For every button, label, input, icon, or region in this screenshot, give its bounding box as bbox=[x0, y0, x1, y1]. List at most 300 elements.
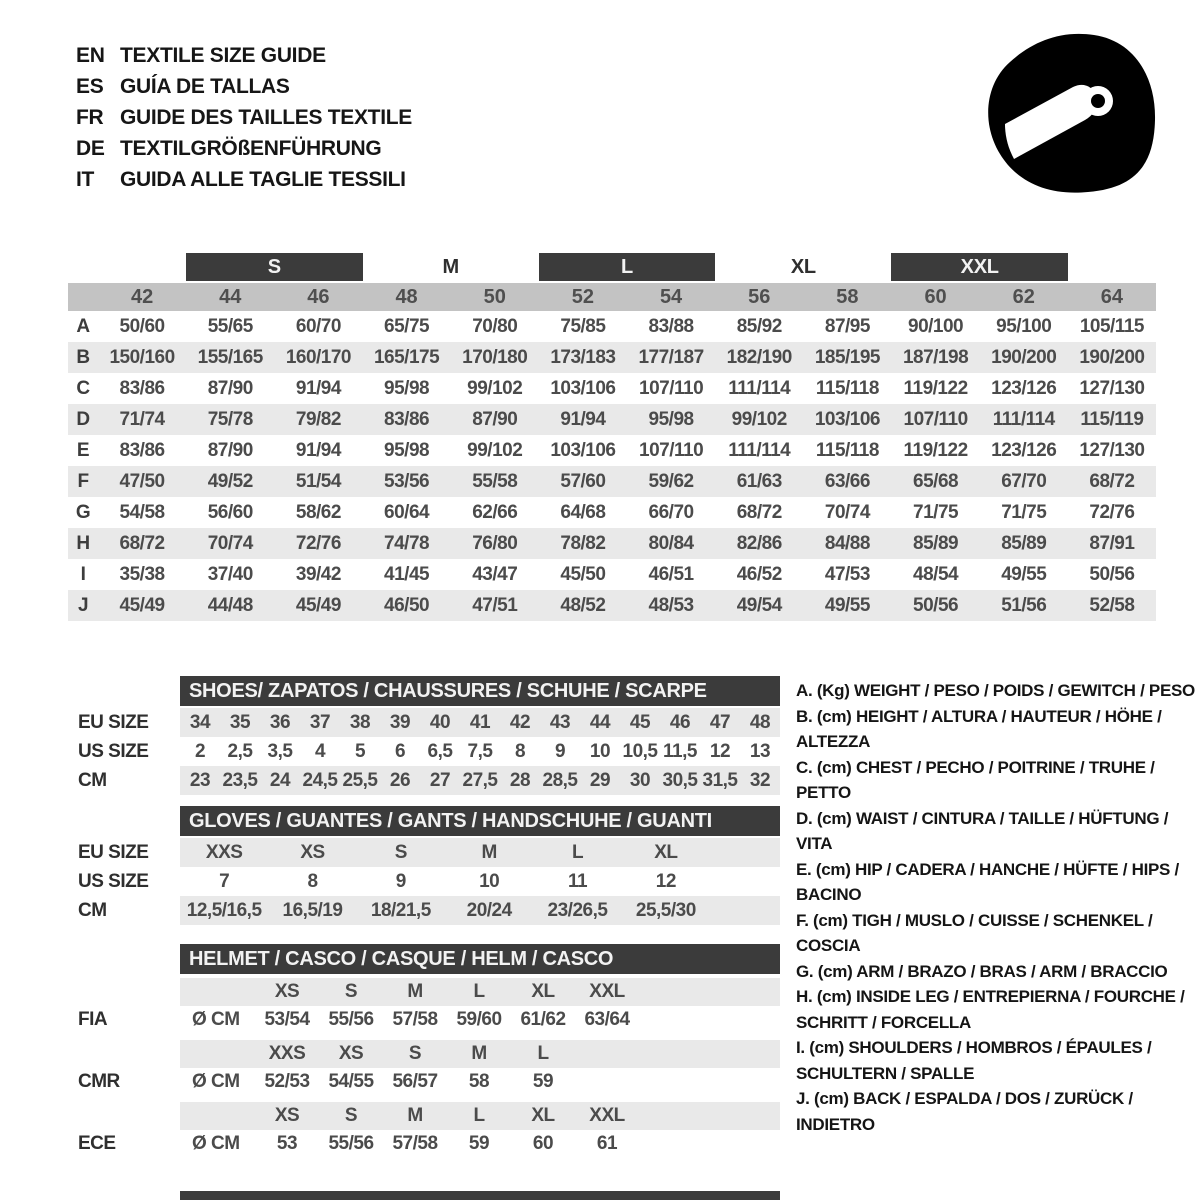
shoe-eu-size: 44 bbox=[589, 711, 611, 733]
shoe-us-size: 9 bbox=[554, 740, 566, 762]
language-title-block bbox=[76, 40, 412, 195]
measurement-value: 51/56 bbox=[1001, 594, 1047, 616]
language-code: ES bbox=[76, 75, 104, 98]
shoes-cm-values bbox=[180, 766, 780, 795]
shoe-us-size: 11,5 bbox=[663, 740, 697, 762]
glove-cm-size: 12,5/16,5 bbox=[186, 899, 262, 921]
shoes-eu-values bbox=[180, 708, 780, 737]
racing-helmet-icon bbox=[972, 30, 1172, 200]
measurement-value: 55/65 bbox=[207, 315, 253, 337]
measurement-value: 103/106 bbox=[550, 439, 616, 461]
measurement-value: 90/100 bbox=[908, 315, 964, 337]
glove-cm-size: 16,5/19 bbox=[282, 899, 343, 921]
measurement-value: 127/130 bbox=[1079, 377, 1145, 399]
numeric-size-header: 50 bbox=[483, 285, 506, 308]
measurement-value: 87/91 bbox=[1089, 532, 1135, 554]
legend-line: H. (cm) INSIDE LEG / ENTREPIERNA / FOURCHE / SCHRITT / FORCELLA bbox=[796, 987, 1185, 1032]
shoe-eu-size: 40 bbox=[429, 711, 451, 733]
measurement-value: 47/50 bbox=[119, 470, 165, 492]
measurement-value: 60/64 bbox=[384, 501, 430, 523]
measurement-value: 55/58 bbox=[472, 470, 518, 492]
helmet-standard-spacer bbox=[68, 1040, 180, 1068]
helmet-size-value: 57/58 bbox=[392, 1009, 438, 1030]
measurement-value: 54/58 bbox=[119, 501, 165, 523]
measurement-value: 190/200 bbox=[1079, 346, 1145, 368]
shoe-eu-size: 42 bbox=[509, 711, 531, 733]
helmet-size-label: L bbox=[473, 1105, 485, 1126]
helmet-size-labels bbox=[180, 1102, 780, 1130]
measurement-value: 173/183 bbox=[550, 346, 616, 368]
measurement-value: 62/66 bbox=[472, 501, 518, 523]
size-group-spacer bbox=[68, 253, 186, 281]
glove-us-size: 12 bbox=[655, 870, 676, 892]
glove-cm-size: 23/26,5 bbox=[547, 899, 608, 921]
measurement-row-letter: F bbox=[77, 470, 89, 492]
numeric-size-header: 56 bbox=[748, 285, 771, 308]
shoe-eu-size: 47 bbox=[709, 711, 731, 733]
measurement-value: 85/89 bbox=[1001, 532, 1047, 554]
helmet-size-value: 58 bbox=[468, 1071, 490, 1092]
measurement-row bbox=[68, 311, 1156, 342]
shoe-cm-size: 31,5 bbox=[702, 769, 738, 791]
numeric-size-header: 52 bbox=[571, 285, 595, 308]
shoe-us-size: 6 bbox=[394, 740, 406, 762]
helmet-standard-label: FIA bbox=[78, 1009, 108, 1030]
measurement-value: 58/62 bbox=[295, 501, 341, 523]
helmet-size-label: XXS bbox=[268, 1043, 306, 1064]
measurement-row bbox=[68, 342, 1156, 373]
helmet-table-title: HELMET / CASCO / CASQUE / HELM / CASCO bbox=[180, 944, 780, 974]
language-row bbox=[76, 40, 412, 71]
shoe-us-size: 12 bbox=[709, 740, 731, 762]
measurement-value: 57/60 bbox=[560, 470, 606, 492]
measurement-value: 61/63 bbox=[736, 470, 782, 492]
gloves-cm-label: CM bbox=[78, 899, 107, 921]
measurement-value: 56/60 bbox=[207, 501, 253, 523]
measurement-value: 71/75 bbox=[913, 501, 959, 523]
helmet-standard-label: CMR bbox=[78, 1071, 120, 1092]
measurement-value: 71/75 bbox=[1001, 501, 1047, 523]
measurement-value: 123/126 bbox=[991, 377, 1057, 399]
shoe-cm-size: 25,5 bbox=[342, 769, 378, 791]
measurement-value: 43/47 bbox=[472, 563, 518, 585]
measurement-value: 107/110 bbox=[639, 439, 704, 461]
shoe-cm-size: 28 bbox=[509, 769, 531, 791]
size-group-label: XL bbox=[790, 255, 816, 278]
measurement-value: 119/122 bbox=[903, 377, 968, 399]
measurement-value: 91/94 bbox=[295, 377, 341, 399]
helmet-size-value: 53 bbox=[276, 1133, 298, 1154]
measurement-value: 155/165 bbox=[197, 346, 263, 368]
helmet-size-values bbox=[180, 1068, 780, 1096]
measurement-row-letter: D bbox=[76, 408, 90, 430]
measurement-value: 67/70 bbox=[1001, 470, 1047, 492]
measurement-value: 71/74 bbox=[119, 408, 165, 430]
language-row bbox=[76, 102, 412, 133]
language-row bbox=[76, 164, 412, 195]
measurement-value: 46/50 bbox=[384, 594, 430, 616]
measurement-value: 185/195 bbox=[814, 346, 880, 368]
helmet-standard-spacer bbox=[68, 1102, 180, 1130]
shoe-cm-size: 26 bbox=[389, 769, 411, 791]
shoe-us-size: 2,5 bbox=[227, 740, 253, 762]
shoe-us-size: 10 bbox=[589, 740, 611, 762]
measurement-value: 150/160 bbox=[109, 346, 175, 368]
gloves-us-label: US SIZE bbox=[78, 870, 149, 892]
measurement-value: 111/114 bbox=[728, 439, 791, 461]
measurement-value: 115/118 bbox=[815, 439, 879, 461]
measurement-value: 68/72 bbox=[736, 501, 782, 523]
language-code: IT bbox=[76, 168, 95, 191]
measurement-value: 72/76 bbox=[1089, 501, 1135, 523]
legend-line: B. (cm) HEIGHT / ALTURA / HAUTEUR / HÖHE / ALTEZZA bbox=[796, 706, 1162, 751]
helmet-size-label: M bbox=[407, 981, 423, 1002]
shoes-eu-label: EU SIZE bbox=[78, 711, 149, 733]
measurement-row-letter: A bbox=[76, 315, 90, 337]
shoe-us-size: 8 bbox=[514, 740, 526, 762]
measurement-row-letter: I bbox=[80, 563, 86, 585]
helmet-size-label: XXL bbox=[589, 981, 625, 1002]
language-title: TEXTILE SIZE GUIDE bbox=[120, 44, 326, 67]
shoes-cm-label: CM bbox=[78, 769, 107, 791]
measurement-value: 83/88 bbox=[648, 315, 694, 337]
measurement-value: 127/130 bbox=[1079, 439, 1145, 461]
helmet-size-label: S bbox=[344, 1105, 358, 1126]
glove-cm-size: 18/21,5 bbox=[370, 899, 431, 921]
helmet-size-value: 56/57 bbox=[392, 1071, 438, 1092]
measurement-value: 66/70 bbox=[648, 501, 694, 523]
measurement-value: 70/74 bbox=[207, 532, 253, 554]
helmet-size-value: 55/56 bbox=[328, 1133, 374, 1154]
gloves-table-title: GLOVES / GUANTES / GANTS / HANDSCHUHE / GUANTI bbox=[180, 806, 780, 836]
measurement-value: 99/102 bbox=[467, 377, 523, 399]
measurement-row bbox=[68, 404, 1156, 435]
measurement-value: 107/110 bbox=[639, 377, 704, 399]
measurement-value: 111/114 bbox=[992, 408, 1055, 430]
language-row bbox=[76, 133, 412, 164]
measurement-value: 105/115 bbox=[1079, 315, 1144, 337]
measurement-value: 52/58 bbox=[1089, 594, 1135, 616]
shoe-cm-size: 24,5 bbox=[302, 769, 338, 791]
measurement-value: 75/78 bbox=[207, 408, 253, 430]
numeric-size-header: 54 bbox=[659, 285, 683, 308]
measurement-value: 91/94 bbox=[295, 439, 341, 461]
measurement-value: 99/102 bbox=[467, 439, 523, 461]
measurement-value: 46/51 bbox=[648, 563, 694, 585]
measurement-value: 49/54 bbox=[736, 594, 782, 616]
measurement-value: 87/90 bbox=[207, 439, 253, 461]
shoe-eu-size: 43 bbox=[549, 711, 571, 733]
helmet-size-value: 59 bbox=[532, 1071, 554, 1092]
glove-eu-size: M bbox=[481, 841, 497, 863]
measurement-value: 65/68 bbox=[913, 470, 959, 492]
language-title: GUIDA ALLE TAGLIE TESSILI bbox=[120, 168, 406, 191]
helmet-size-value: 57/58 bbox=[392, 1133, 438, 1154]
measurement-value: 79/82 bbox=[295, 408, 341, 430]
measurement-value: 82/86 bbox=[736, 532, 782, 554]
helmet-size-label: M bbox=[471, 1043, 487, 1064]
gloves-eu-values bbox=[180, 838, 780, 867]
legend-line: G. (cm) ARM / BRAZO / BRAS / ARM / BRACCIO bbox=[796, 961, 1168, 981]
legend-line: A. (Kg) WEIGHT / PESO / POIDS / GEWITCH / PESO bbox=[796, 681, 1195, 700]
measurement-row-letter: J bbox=[77, 594, 89, 616]
shoe-eu-size: 37 bbox=[309, 711, 331, 733]
helmet-size-values bbox=[180, 1130, 780, 1158]
shoe-cm-size: 27 bbox=[429, 769, 451, 791]
shoes-us-values bbox=[180, 737, 780, 766]
measurement-value: 87/90 bbox=[207, 377, 253, 399]
measurement-value: 115/118 bbox=[815, 377, 879, 399]
helmet-size-labels bbox=[180, 1040, 780, 1068]
measurement-value: 83/86 bbox=[119, 439, 165, 461]
measurement-value: 59/62 bbox=[648, 470, 694, 492]
helmet-size-value: 60 bbox=[532, 1133, 554, 1154]
measurement-value: 84/88 bbox=[824, 532, 870, 554]
shoe-us-size: 2 bbox=[194, 740, 206, 762]
legend-line: J. (cm) BACK / ESPALDA / DOS / ZURÜCK / INDIETRO bbox=[796, 1089, 1133, 1134]
glove-us-size: 8 bbox=[307, 870, 318, 892]
language-title: GUIDE DES TAILLES TEXTILE bbox=[120, 106, 412, 129]
measurement-value: 80/84 bbox=[648, 532, 694, 554]
measurement-value: 47/53 bbox=[824, 563, 870, 585]
language-row bbox=[76, 71, 412, 102]
measurement-value: 91/94 bbox=[560, 408, 606, 430]
shoe-us-size: 6,5 bbox=[427, 740, 453, 762]
measurement-row bbox=[68, 497, 1156, 528]
measurement-value: 72/76 bbox=[295, 532, 341, 554]
helmet-size-label: XL bbox=[531, 1105, 555, 1126]
helmet-size-label: XS bbox=[274, 981, 300, 1002]
measurement-row bbox=[68, 435, 1156, 466]
measurement-value: 63/66 bbox=[824, 470, 870, 492]
measurement-row-letter: B bbox=[76, 346, 90, 368]
helmet-unit-label: Ø CM bbox=[192, 1071, 240, 1092]
shoe-cm-size: 24 bbox=[269, 769, 291, 791]
measurement-value: 45/50 bbox=[560, 563, 606, 585]
numeric-size-header: 48 bbox=[395, 285, 418, 308]
measurement-value: 115/119 bbox=[1080, 408, 1144, 430]
measurement-value: 107/110 bbox=[903, 408, 968, 430]
shoe-eu-size: 39 bbox=[389, 711, 411, 733]
measurement-row-letter: H bbox=[76, 532, 90, 554]
shoe-eu-size: 35 bbox=[229, 711, 251, 733]
measurement-value: 50/56 bbox=[913, 594, 959, 616]
textile-size-table bbox=[68, 253, 1156, 621]
helmet-size-label: S bbox=[344, 981, 358, 1002]
shoe-cm-size: 29 bbox=[589, 769, 611, 791]
measurement-value: 85/92 bbox=[736, 315, 782, 337]
measurement-value: 75/85 bbox=[560, 315, 606, 337]
glove-cm-size: 25,5/30 bbox=[635, 899, 696, 921]
measurement-row-letter: C bbox=[76, 377, 90, 399]
glove-us-size: 7 bbox=[219, 870, 230, 892]
glove-us-size: 9 bbox=[395, 870, 406, 892]
numeric-size-header: 42 bbox=[130, 285, 154, 308]
measurement-value: 95/98 bbox=[384, 377, 430, 399]
gloves-cm-values bbox=[180, 896, 780, 925]
shoe-cm-size: 23,5 bbox=[222, 769, 258, 791]
legend-line: I. (cm) SHOULDERS / HOMBROS / ÉPAULES / SCHULTERN / SPALLE bbox=[796, 1038, 1152, 1083]
measurement-value: 60/70 bbox=[295, 315, 341, 337]
measurement-value: 41/45 bbox=[384, 563, 430, 585]
shoe-us-size: 5 bbox=[354, 740, 366, 762]
measurement-legend bbox=[796, 678, 1200, 1137]
measurement-value: 123/126 bbox=[991, 439, 1057, 461]
measurement-value: 45/49 bbox=[119, 594, 165, 616]
helmet-size-value: 59 bbox=[468, 1133, 490, 1154]
measurement-value: 48/52 bbox=[560, 594, 606, 616]
shoe-eu-size: 48 bbox=[749, 711, 771, 733]
shoes-us-label: US SIZE bbox=[78, 740, 149, 762]
legend-line: F. (cm) TIGH / MUSLO / CUISSE / SCHENKEL / COSCIA bbox=[796, 910, 1153, 955]
numeric-size-header-row bbox=[68, 283, 1156, 311]
measurement-value: 170/180 bbox=[462, 346, 528, 368]
helmet-standard-label: ECE bbox=[78, 1133, 116, 1154]
measurement-value: 187/198 bbox=[902, 346, 969, 368]
measurement-value: 45/49 bbox=[295, 594, 341, 616]
measurement-row-letter: E bbox=[76, 439, 90, 461]
size-group-header-row bbox=[68, 253, 1156, 281]
measurement-value: 70/74 bbox=[824, 501, 870, 523]
measurement-row bbox=[68, 466, 1156, 497]
helmet-size-value: 52/53 bbox=[264, 1071, 310, 1092]
size-group-label: M bbox=[442, 255, 459, 278]
size-group-label: L bbox=[539, 253, 715, 281]
shoe-eu-size: 45 bbox=[629, 711, 651, 733]
helmet-size-value: 59/60 bbox=[456, 1009, 502, 1030]
glove-eu-size: L bbox=[571, 841, 584, 863]
helmet-size-labels bbox=[180, 978, 780, 1006]
helmet-size-label: S bbox=[408, 1043, 422, 1064]
helmet-size-values bbox=[180, 1006, 780, 1034]
measurement-row bbox=[68, 528, 1156, 559]
measurement-value: 47/51 bbox=[472, 594, 518, 616]
shoe-eu-size: 34 bbox=[189, 711, 211, 733]
shoe-cm-size: 28,5 bbox=[542, 769, 578, 791]
shoe-us-size: 4 bbox=[314, 740, 326, 762]
measurement-value: 87/90 bbox=[472, 408, 518, 430]
language-code: EN bbox=[76, 44, 105, 67]
measurement-value: 64/68 bbox=[560, 501, 606, 523]
measurement-value: 95/98 bbox=[648, 408, 694, 430]
shoe-eu-size: 36 bbox=[269, 711, 291, 733]
shoe-eu-size: 46 bbox=[669, 711, 691, 733]
numeric-size-header: 46 bbox=[307, 285, 330, 308]
measurement-value: 83/86 bbox=[119, 377, 165, 399]
helmet-size-label: XS bbox=[274, 1105, 300, 1126]
measurement-row bbox=[68, 373, 1156, 404]
shoe-cm-size: 23 bbox=[189, 769, 211, 791]
measurement-value: 51/54 bbox=[295, 470, 341, 492]
helmet-unit-label: Ø CM bbox=[192, 1009, 240, 1030]
helmet-size-label: L bbox=[537, 1043, 549, 1064]
measurement-value: 68/72 bbox=[1089, 470, 1135, 492]
glove-eu-size: XXS bbox=[205, 841, 243, 863]
measurement-value: 83/86 bbox=[384, 408, 430, 430]
shoe-eu-size: 38 bbox=[349, 711, 371, 733]
helmet-size-value: 54/55 bbox=[328, 1071, 374, 1092]
measurement-value: 70/80 bbox=[472, 315, 518, 337]
measurement-value: 78/82 bbox=[560, 532, 606, 554]
helmet-unit-label: Ø CM bbox=[192, 1133, 240, 1154]
measurement-value: 103/106 bbox=[550, 377, 616, 399]
helmet-size-label: XXL bbox=[589, 1105, 625, 1126]
measurement-value: 46/52 bbox=[736, 563, 782, 585]
measurement-value: 49/55 bbox=[1001, 563, 1047, 585]
measurement-row bbox=[68, 559, 1156, 590]
measurement-value: 111/114 bbox=[728, 377, 791, 399]
shoe-us-size: 3,5 bbox=[267, 740, 293, 762]
legend-line: E. (cm) HIP / CADERA / HANCHE / HÜFTE / HIPS / BACINO bbox=[796, 859, 1179, 904]
measurement-value: 53/56 bbox=[384, 470, 430, 492]
measurement-value: 76/80 bbox=[472, 532, 518, 554]
shoe-cm-size: 32 bbox=[749, 769, 771, 791]
helmet-size-value: 61 bbox=[596, 1133, 618, 1154]
shoe-cm-size: 30,5 bbox=[662, 769, 698, 791]
measurement-value: 190/200 bbox=[991, 346, 1057, 368]
next-section-cutoff-bar bbox=[180, 1191, 780, 1200]
measurement-value: 177/187 bbox=[638, 346, 704, 368]
shoe-eu-size: 41 bbox=[469, 711, 491, 733]
shoe-cm-size: 30 bbox=[629, 769, 651, 791]
measurement-value: 48/53 bbox=[648, 594, 694, 616]
numeric-size-header: 44 bbox=[219, 285, 242, 308]
measurement-value: 37/40 bbox=[207, 563, 253, 585]
gloves-eu-label: EU SIZE bbox=[78, 841, 149, 863]
measurement-value: 68/72 bbox=[119, 532, 165, 554]
measurement-value: 85/89 bbox=[913, 532, 959, 554]
measurement-value: 160/170 bbox=[285, 346, 351, 368]
measurement-value: 74/78 bbox=[384, 532, 430, 554]
legend-line: C. (cm) CHEST / PECHO / POITRINE / TRUHE / PETTO bbox=[796, 757, 1155, 802]
measurement-value: 50/60 bbox=[119, 315, 165, 337]
size-group-label: S bbox=[186, 253, 362, 281]
helmet-size-label: L bbox=[473, 981, 485, 1002]
measurement-rows bbox=[68, 311, 1156, 621]
measurement-value: 87/95 bbox=[824, 315, 870, 337]
glove-eu-size: XS bbox=[300, 841, 325, 863]
helmet-size-label: M bbox=[407, 1105, 423, 1126]
helmet-standard-spacer bbox=[68, 978, 180, 1006]
measurement-value: 182/190 bbox=[726, 346, 792, 368]
size-group-label: XXL bbox=[891, 253, 1067, 281]
measurement-row-letter: G bbox=[75, 501, 91, 523]
measurement-value: 165/175 bbox=[373, 346, 440, 368]
measurement-value: 49/55 bbox=[824, 594, 870, 616]
measurement-value: 35/38 bbox=[119, 563, 165, 585]
glove-us-size: 10 bbox=[479, 870, 500, 892]
legend-line: D. (cm) WAIST / CINTURA / TAILLE / HÜFTUNG / VITA bbox=[796, 808, 1169, 853]
language-title: TEXTILGRÖßENFÜHRUNG bbox=[120, 137, 382, 160]
shoe-us-size: 10,5 bbox=[622, 740, 658, 762]
measurement-value: 48/54 bbox=[913, 563, 959, 585]
measurement-value: 39/42 bbox=[295, 563, 341, 585]
numeric-size-header: 62 bbox=[1012, 285, 1035, 308]
helmet-size-label: XL bbox=[531, 981, 555, 1002]
measurement-value: 95/100 bbox=[996, 315, 1052, 337]
measurement-value: 65/75 bbox=[384, 315, 430, 337]
helmet-size-label: XS bbox=[338, 1043, 364, 1064]
shoe-us-size: 13 bbox=[749, 740, 771, 762]
glove-eu-size: S bbox=[394, 841, 407, 863]
language-title: GUÍA DE TALLAS bbox=[120, 75, 290, 98]
gloves-us-values bbox=[180, 867, 780, 896]
glove-us-size: 11 bbox=[567, 870, 588, 892]
shoe-us-size: 7,5 bbox=[467, 740, 493, 762]
measurement-value: 44/48 bbox=[207, 594, 253, 616]
measurement-value: 103/106 bbox=[814, 408, 880, 430]
measurement-value: 99/102 bbox=[731, 408, 787, 430]
